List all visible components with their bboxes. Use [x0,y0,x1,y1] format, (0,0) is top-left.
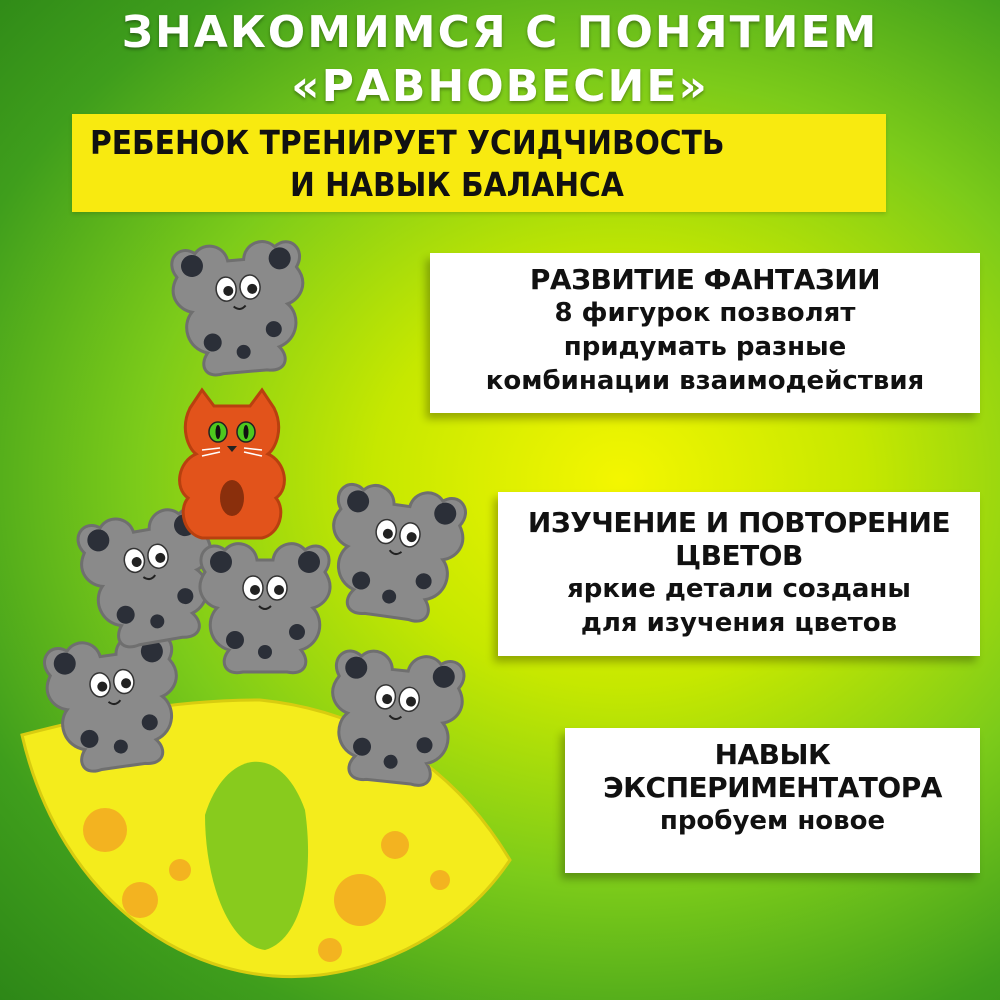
banner-line-2: И НАВЫК БАЛАНСА [290,165,624,204]
banner-line-1: РЕБЕНОК ТРЕНИРУЕТ УСИДЧИВОСТЬ [90,123,725,162]
title-line-2: «РАВНОВЕСИЕ» [291,61,709,112]
headline-banner [72,114,886,212]
feature-card-fantasy [430,253,980,413]
feature-card-experimenter [565,728,980,873]
card-text-line: 8 фигурок позволят [554,298,856,328]
title-line-1: ЗНАКОМИМСЯ С ПОНЯТИЕМ [121,7,879,58]
card-text-line: яркие детали созданы [567,574,911,604]
card-heading: НАВЫК [714,738,831,771]
card-text-line: придумать разные [563,332,847,362]
card-heading: ЦВЕТОВ [675,539,803,572]
card-text-line: для изучения цветов [580,608,898,638]
card-text-line: пробуем новое [659,806,886,836]
banner-text [90,122,880,206]
card-heading: ЭКСПЕРИМЕНТАТОРА [603,771,942,804]
card-heading: ИЗУЧЕНИЕ И ПОВТОРЕНИЕ [527,506,951,539]
card-text-line: комбинации взаимодействия [485,366,925,396]
page-title [0,6,1000,114]
card-heading: РАЗВИТИЕ ФАНТАЗИИ [529,263,881,296]
feature-card-colors [498,492,980,656]
